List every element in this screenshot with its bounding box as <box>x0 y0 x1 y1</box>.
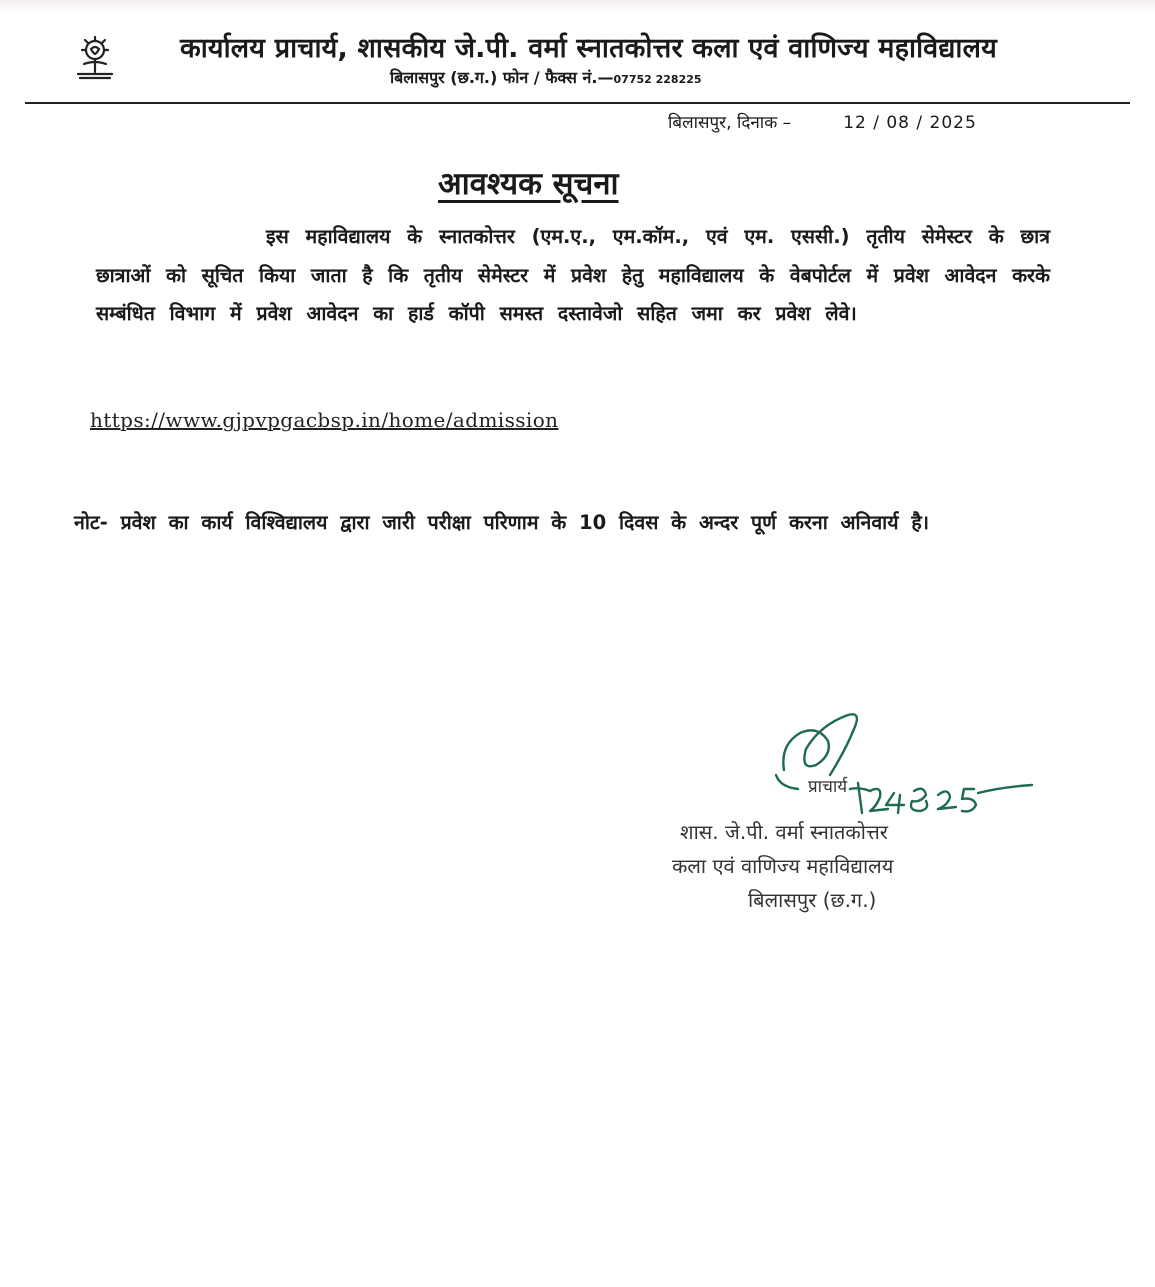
office-line-3: बिलासपुर (छ.ग.) <box>748 888 877 912</box>
admission-link[interactable]: https://www.gjpvpgacbsp.in/home/admission <box>90 408 559 432</box>
address-text: बिलासपुर (छ.ग.) फोन / फैक्स नं.— <box>390 68 614 87</box>
office-title: कार्यालय प्राचार्य, शासकीय जे.पी. वर्मा स्नातकोत्तर कला एवं वाणिज्य महाविद्यालय <box>180 33 997 64</box>
notice-note: नोट- प्रवेश का कार्य विश्विद्यालय द्वारा जारी परीक्षा परिणाम के 10 दिवस के अन्दर पूर्ण करना अनिवार्य है। <box>74 511 930 534</box>
notice-title: आवश्यक सूचना <box>438 166 619 202</box>
address-line <box>390 66 702 88</box>
college-logo-icon <box>70 34 120 82</box>
header-divider <box>25 102 1130 104</box>
scan-edge <box>0 0 1155 14</box>
notice-body: इस महाविद्यालय के स्नातकोत्तर (एम.ए., एम.कॉम., एवं एम. एससी.) तृतीय सेमेस्टर के छात्र छात्राओं को सूचित किया जाता है कि तृतीय सेमेस्टर में प्रवेश हेतु महाविद्यालय के वेबपोर्टल में प्रवेश आवेदन करके सम्बंधित विभाग में प्रवेश आवेदन का हार्ड कॉपी समस्त दस्तावेजो सहित जमा कर प्रवेश लेवे। <box>96 225 1050 325</box>
principal-designation: प्राचार्य <box>808 777 848 797</box>
date-label: बिलासपुर, दिनाक – <box>668 113 792 133</box>
office-line-2: कला एवं वाणिज्य महाविद्यालय <box>672 854 894 878</box>
date-line <box>668 110 977 133</box>
phone-number: 07752 228225 <box>613 73 702 86</box>
office-line-1: शास. जे.पी. वर्मा स्नातकोत्तर <box>680 820 888 844</box>
date-value: 12 / 08 / 2025 <box>843 113 977 133</box>
handwritten-signature <box>770 705 1050 825</box>
